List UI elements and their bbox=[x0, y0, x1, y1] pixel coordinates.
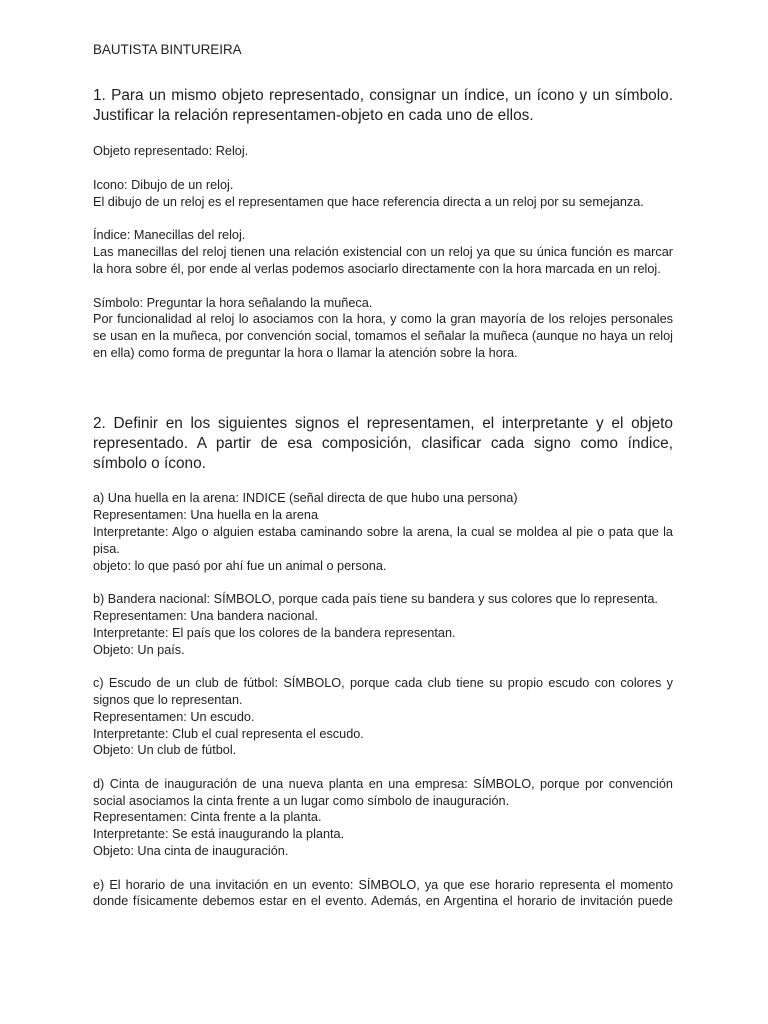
icon-title: Icono: Dibujo de un reloj. bbox=[93, 177, 234, 192]
sign-representamen: Representamen: Una huella en la arena bbox=[93, 508, 318, 523]
question-1-prompt: 1. Para un mismo objeto representado, consignar un índice, un ícono y un símbolo. Justificar la relación representamen-objeto en cada uno de ellos. bbox=[93, 86, 673, 124]
sign-item-e bbox=[93, 877, 673, 911]
sign-item-b bbox=[93, 591, 673, 658]
sign-interpretante: Interpretante: El país que los colores de la bandera representan. bbox=[93, 625, 456, 640]
question-1 bbox=[93, 86, 673, 362]
symbol-answer-block bbox=[93, 295, 673, 362]
index-explanation: Las manecillas del reloj tienen una relación existencial con un reloj ya que su única función es marcar la hora sobre él, por ende al verlas podemos asociarlo directamente con la hora marcada en un reloj. bbox=[93, 245, 673, 276]
sign-classification: c) Escudo de un club de fútbol: SÍMBOLO, porque cada club tiene su propio escudo con colores y signos que lo representan. bbox=[93, 676, 673, 707]
sign-representamen: Representamen: Cinta frente a la planta. bbox=[93, 810, 322, 825]
sign-item-a bbox=[93, 490, 673, 574]
sign-classification: a) Una huella en la arena: INDICE (señal directa de que hubo una persona) bbox=[93, 491, 518, 506]
index-title: Índice: Manecillas del reloj. bbox=[93, 228, 246, 243]
sign-interpretante: Interpretante: Se está inaugurando la planta. bbox=[93, 827, 345, 842]
symbol-explanation: Por funcionalidad al reloj lo asociamos con la hora, y como la gran mayoría de los relojes personales se usan en la muñeca, por convención social, tomamos el señalar la muñeca (aunque no haya un reloj en ella) como forma de preguntar la hora o llamar la atención sobre la hora. bbox=[93, 312, 673, 360]
sign-objeto: Objeto: Un país. bbox=[93, 642, 185, 657]
sign-objeto: objeto: lo que pasó por ahí fue un animal o persona. bbox=[93, 558, 387, 573]
symbol-title: Símbolo: Preguntar la hora señalando la muñeca. bbox=[93, 295, 373, 310]
icon-answer-block bbox=[93, 177, 673, 211]
sign-classification: d) Cinta de inauguración de una nueva planta en una empresa: SÍMBOLO, porque por convención social asociamos la cinta frente a un lugar como símbolo de inauguración. bbox=[93, 776, 673, 808]
sign-representamen: Representamen: Un escudo. bbox=[93, 709, 255, 724]
sign-classification: b) Bandera nacional: SÍMBOLO, porque cada país tiene su bandera y sus colores que lo representa. bbox=[93, 592, 658, 607]
index-answer-block bbox=[93, 227, 673, 277]
icon-explanation: El dibujo de un reloj es el representamen que hace referencia directa a un reloj por su semejanza. bbox=[93, 194, 644, 209]
sign-representamen: Representamen: Una bandera nacional. bbox=[93, 608, 318, 623]
sign-interpretante: Interpretante: Algo o alguien estaba caminando sobre la arena, la cual se moldea al pie o pata que la pisa. bbox=[93, 524, 673, 556]
question-2 bbox=[93, 414, 673, 911]
author-name: BAUTISTA BINTUREIRA bbox=[93, 42, 242, 57]
sign-objeto: Objeto: Una cinta de inauguración. bbox=[93, 844, 289, 859]
sign-objeto: Objeto: Un club de fútbol. bbox=[93, 743, 237, 758]
represented-object-block bbox=[93, 143, 673, 160]
question-2-prompt: 2. Definir en los siguientes signos el representamen, el interpretante y el objeto representado. A partir de esa composición, clasificar cada signo como índice, símbolo o ícono. bbox=[93, 414, 673, 472]
represented-object: Objeto representado: Reloj. bbox=[93, 144, 249, 159]
sign-item-c bbox=[93, 675, 673, 759]
sign-classification: e) El horario de una invitación en un evento: SÍMBOLO, ya que ese horario representa el momento donde físicamente debemos estar en el evento. Además, en Argentina el horario de invitación puede bbox=[93, 877, 673, 909]
sign-interpretante: Interpretante: Club el cual representa el escudo. bbox=[93, 726, 364, 741]
sign-item-d bbox=[93, 776, 673, 860]
